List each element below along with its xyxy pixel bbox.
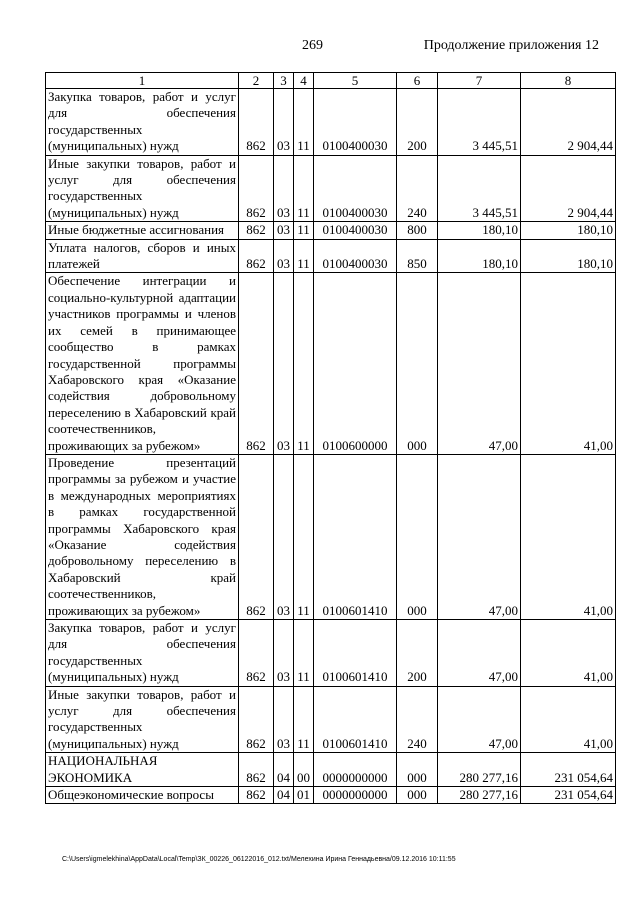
row-name-cell: Закупка товаров, работ и услуг для обеспечения государственных (муниципальных) нужд xyxy=(46,620,239,687)
expense-type-cell: 200 xyxy=(397,620,438,687)
column-header: 7 xyxy=(438,73,521,89)
target-article-cell: 0100601410 xyxy=(314,620,397,687)
ministry-code-cell: 862 xyxy=(239,155,274,222)
amount-col7-cell: 47,00 xyxy=(438,454,521,619)
expense-type-cell: 200 xyxy=(397,89,438,156)
row-name-cell: Иные бюджетные ассигнования xyxy=(46,222,239,239)
expense-type-cell: 240 xyxy=(397,686,438,753)
amount-col8-cell: 231 054,64 xyxy=(521,753,616,787)
expense-type-cell: 000 xyxy=(397,454,438,619)
ministry-code-cell: 862 xyxy=(239,620,274,687)
amount-col7-cell: 180,10 xyxy=(438,222,521,239)
table-row xyxy=(46,620,616,687)
amount-col8-cell: 231 054,64 xyxy=(521,787,616,804)
table-row xyxy=(46,753,616,787)
section-cell: 03 xyxy=(274,155,294,222)
row-name-cell: Иные закупки товаров, работ и услуг для обеспечения государственных (муниципальных) нужд xyxy=(46,686,239,753)
amount-col7-cell: 47,00 xyxy=(438,273,521,454)
amount-col8-cell: 41,00 xyxy=(521,454,616,619)
section-cell: 03 xyxy=(274,89,294,156)
subsection-cell: 11 xyxy=(294,89,314,156)
row-name-cell: Закупка товаров, работ и услуг для обеспечения государственных (муниципальных) нужд xyxy=(46,89,239,156)
column-header: 5 xyxy=(314,73,397,89)
subsection-cell: 01 xyxy=(294,787,314,804)
target-article-cell: 0000000000 xyxy=(314,787,397,804)
expense-type-cell: 850 xyxy=(397,239,438,273)
table-row xyxy=(46,787,616,804)
row-name-cell: Уплата налогов, сборов и иных платежей xyxy=(46,239,239,273)
ministry-code-cell: 862 xyxy=(239,239,274,273)
table-row xyxy=(46,155,616,222)
expense-type-cell: 000 xyxy=(397,273,438,454)
amount-col8-cell: 180,10 xyxy=(521,239,616,273)
target-article-cell: 0100400030 xyxy=(314,222,397,239)
amount-col8-cell: 2 904,44 xyxy=(521,155,616,222)
column-header: 6 xyxy=(397,73,438,89)
document-path-footer: C:\Users\igmelekhina\AppData\Local\Temp\ЗК_00226_06122016_012.txt/Мелехина Ирина Геннадьевна/09.12.2016 10:11:55 xyxy=(62,856,456,863)
ministry-code-cell: 862 xyxy=(239,753,274,787)
section-cell: 04 xyxy=(274,787,294,804)
target-article-cell: 0000000000 xyxy=(314,753,397,787)
ministry-code-cell: 862 xyxy=(239,454,274,619)
target-article-cell: 0100601410 xyxy=(314,454,397,619)
amount-col7-cell: 280 277,16 xyxy=(438,753,521,787)
target-article-cell: 0100600000 xyxy=(314,273,397,454)
subsection-cell: 11 xyxy=(294,686,314,753)
target-article-cell: 0100601410 xyxy=(314,686,397,753)
amount-col7-cell: 3 445,51 xyxy=(438,155,521,222)
page-number: 269 xyxy=(302,38,323,53)
amount-col7-cell: 47,00 xyxy=(438,686,521,753)
expense-type-cell: 000 xyxy=(397,787,438,804)
table-row xyxy=(46,273,616,454)
table-row xyxy=(46,222,616,239)
section-cell: 04 xyxy=(274,753,294,787)
subsection-cell: 11 xyxy=(294,155,314,222)
section-cell: 03 xyxy=(274,454,294,619)
subsection-cell: 11 xyxy=(294,454,314,619)
amount-col8-cell: 41,00 xyxy=(521,620,616,687)
column-header: 1 xyxy=(46,73,239,89)
table-row xyxy=(46,686,616,753)
row-name-cell: НАЦИОНАЛЬНАЯ ЭКОНОМИКА xyxy=(46,753,239,787)
target-article-cell: 0100400030 xyxy=(314,155,397,222)
section-cell: 03 xyxy=(274,686,294,753)
ministry-code-cell: 862 xyxy=(239,222,274,239)
subsection-cell: 11 xyxy=(294,620,314,687)
amount-col8-cell: 180,10 xyxy=(521,222,616,239)
ministry-code-cell: 862 xyxy=(239,686,274,753)
section-cell: 03 xyxy=(274,273,294,454)
table-row xyxy=(46,89,616,156)
ministry-code-cell: 862 xyxy=(239,273,274,454)
ministry-code-cell: 862 xyxy=(239,89,274,156)
expense-type-cell: 240 xyxy=(397,155,438,222)
amount-col7-cell: 280 277,16 xyxy=(438,787,521,804)
expense-type-cell: 000 xyxy=(397,753,438,787)
subsection-cell: 11 xyxy=(294,222,314,239)
column-header: 2 xyxy=(239,73,274,89)
row-name-cell: Обеспечение интеграции и социально-культурной адаптации участников программы и членов их семей в принимающее сообщество в рамках государственной программы Хабаровского края «Оказание содействия добровольному переселению в Хабаровский край соотечественников, проживающих за рубежом» xyxy=(46,273,239,454)
table-header-row xyxy=(46,73,616,89)
target-article-cell: 0100400030 xyxy=(314,89,397,156)
table-row xyxy=(46,454,616,619)
row-name-cell: Проведение презентаций программы за рубежом и участие в международных мероприятиях в рамках государственной программы Хабаровского края «Оказание содействия добровольному переселению в Хабаровский край соотечественников, проживающих за рубежом» xyxy=(46,454,239,619)
target-article-cell: 0100400030 xyxy=(314,239,397,273)
subsection-cell: 00 xyxy=(294,753,314,787)
row-name-cell: Общеэкономические вопросы xyxy=(46,787,239,804)
amount-col8-cell: 41,00 xyxy=(521,273,616,454)
amount-col7-cell: 47,00 xyxy=(438,620,521,687)
amount-col7-cell: 3 445,51 xyxy=(438,89,521,156)
appendix-continuation-title: Продолжение приложения 12 xyxy=(423,38,599,53)
column-header: 4 xyxy=(294,73,314,89)
column-header: 3 xyxy=(274,73,294,89)
row-name-cell: Иные закупки товаров, работ и услуг для обеспечения государственных (муниципальных) нужд xyxy=(46,155,239,222)
subsection-cell: 11 xyxy=(294,239,314,273)
ministry-code-cell: 862 xyxy=(239,787,274,804)
table-row xyxy=(46,239,616,273)
column-header: 8 xyxy=(521,73,616,89)
section-cell: 03 xyxy=(274,620,294,687)
subsection-cell: 11 xyxy=(294,273,314,454)
section-cell: 03 xyxy=(274,222,294,239)
amount-col8-cell: 2 904,44 xyxy=(521,89,616,156)
budget-table xyxy=(45,72,616,804)
amount-col7-cell: 180,10 xyxy=(438,239,521,273)
section-cell: 03 xyxy=(274,239,294,273)
expense-type-cell: 800 xyxy=(397,222,438,239)
amount-col8-cell: 41,00 xyxy=(521,686,616,753)
